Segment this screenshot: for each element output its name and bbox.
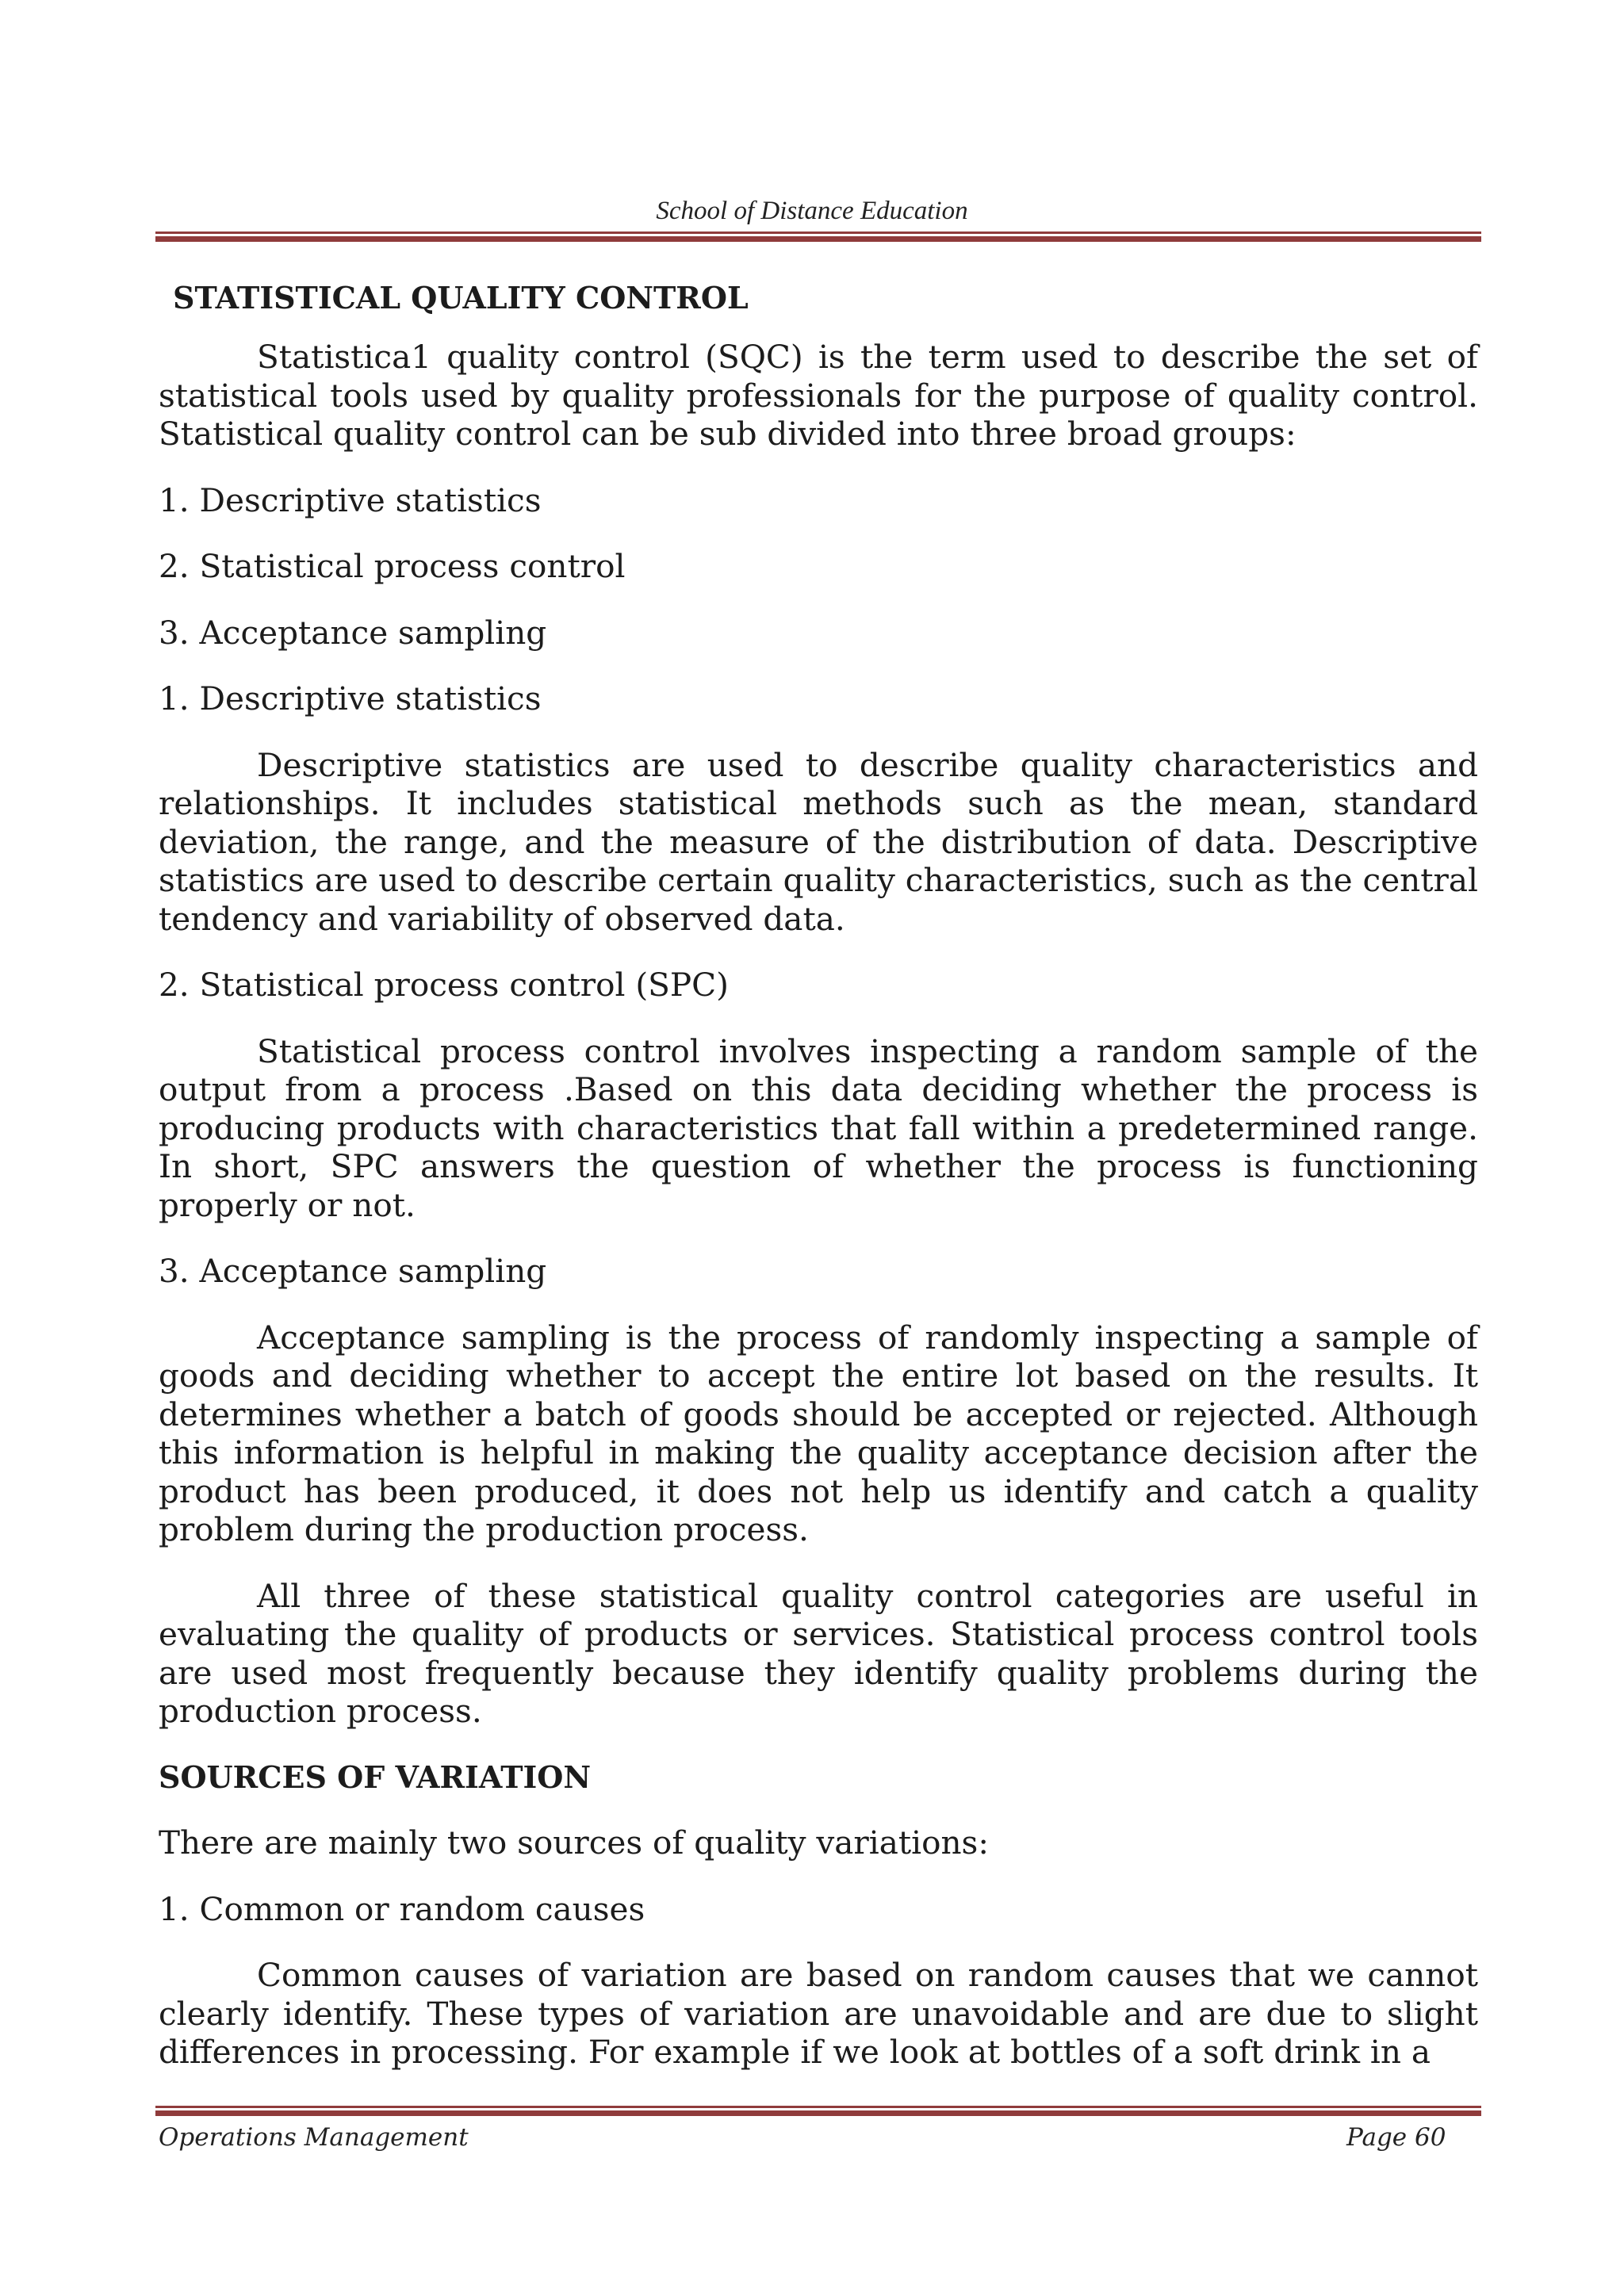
section-heading-acceptance: 3. Acceptance sampling bbox=[159, 1252, 547, 1290]
section-heading-descriptive: 1. Descriptive statistics bbox=[159, 679, 542, 718]
variation-heading: SOURCES OF VARIATION bbox=[159, 1758, 592, 1795]
footer-divider bbox=[155, 2106, 1481, 2116]
section-body-spc: Statistical process control involves inspecting a random sample of the output from a process .Based on this data deciding whether the process is producing products with characteristics that fall within a predetermined range. In short, SPC answers the question of whether the process is functioning properly or not. bbox=[159, 1031, 1478, 1224]
section-body-descriptive: Descriptive statistics are used to describe quality characteristics and relationships. It includes statistical methods such as the mean, standard deviation, the range, and the measure of the distribution of data. Descriptive statistics are used to describe certain quality characteristics, such as the central tendency and variability of observed data. bbox=[159, 745, 1478, 938]
intro-paragraph: Statistica1 quality control (SQC) is the term used to describe the set of statistical tools used by quality professionals for the purpose of quality control. Statistical quality control can be sub divided into three broad groups: bbox=[159, 338, 1478, 453]
section-heading-spc: 2. Statistical process control (SPC) bbox=[159, 966, 729, 1004]
summary-paragraph: All three of these statistical quality control categories are useful in evaluating the quality of products or services. Statistical process control tools are used most frequently because they identify quality problems during the production process. bbox=[159, 1576, 1478, 1730]
footer-course-title: Operations Management bbox=[159, 2123, 469, 2152]
group-item-1: 1. Descriptive statistics bbox=[159, 480, 542, 519]
page-header-title: School of Distance Education bbox=[656, 197, 968, 225]
group-item-3: 3. Acceptance sampling bbox=[159, 613, 547, 652]
page-number: Page 60 bbox=[1346, 2123, 1446, 2152]
document-body bbox=[159, 279, 1478, 2099]
variation-item-1: 1. Common or random causes bbox=[159, 1889, 645, 1928]
document-title: STATISTICAL QUALITY CONTROL bbox=[173, 280, 749, 316]
variation-intro: There are mainly two sources of quality variations: bbox=[159, 1823, 989, 1862]
section-body-acceptance: Acceptance sampling is the process of randomly inspecting a sample of goods and deciding whether to accept the entire lot based on the results. It determines whether a batch of goods should be accepted or rejected. Although this information is helpful in making the quality acceptance decision after the product has been produced, it does not help us identify and catch a quality problem during the production process. bbox=[159, 1318, 1478, 1548]
group-item-2: 2. Statistical process control bbox=[159, 547, 626, 585]
variation-item-1-body: Common causes of variation are based on random causes that we cannot clearly identify. These types of variation are unavoidable and are due to slight differences in processing. For example if we look at bottles of a soft drink in a bbox=[159, 1956, 1478, 2071]
header-divider bbox=[155, 232, 1481, 242]
